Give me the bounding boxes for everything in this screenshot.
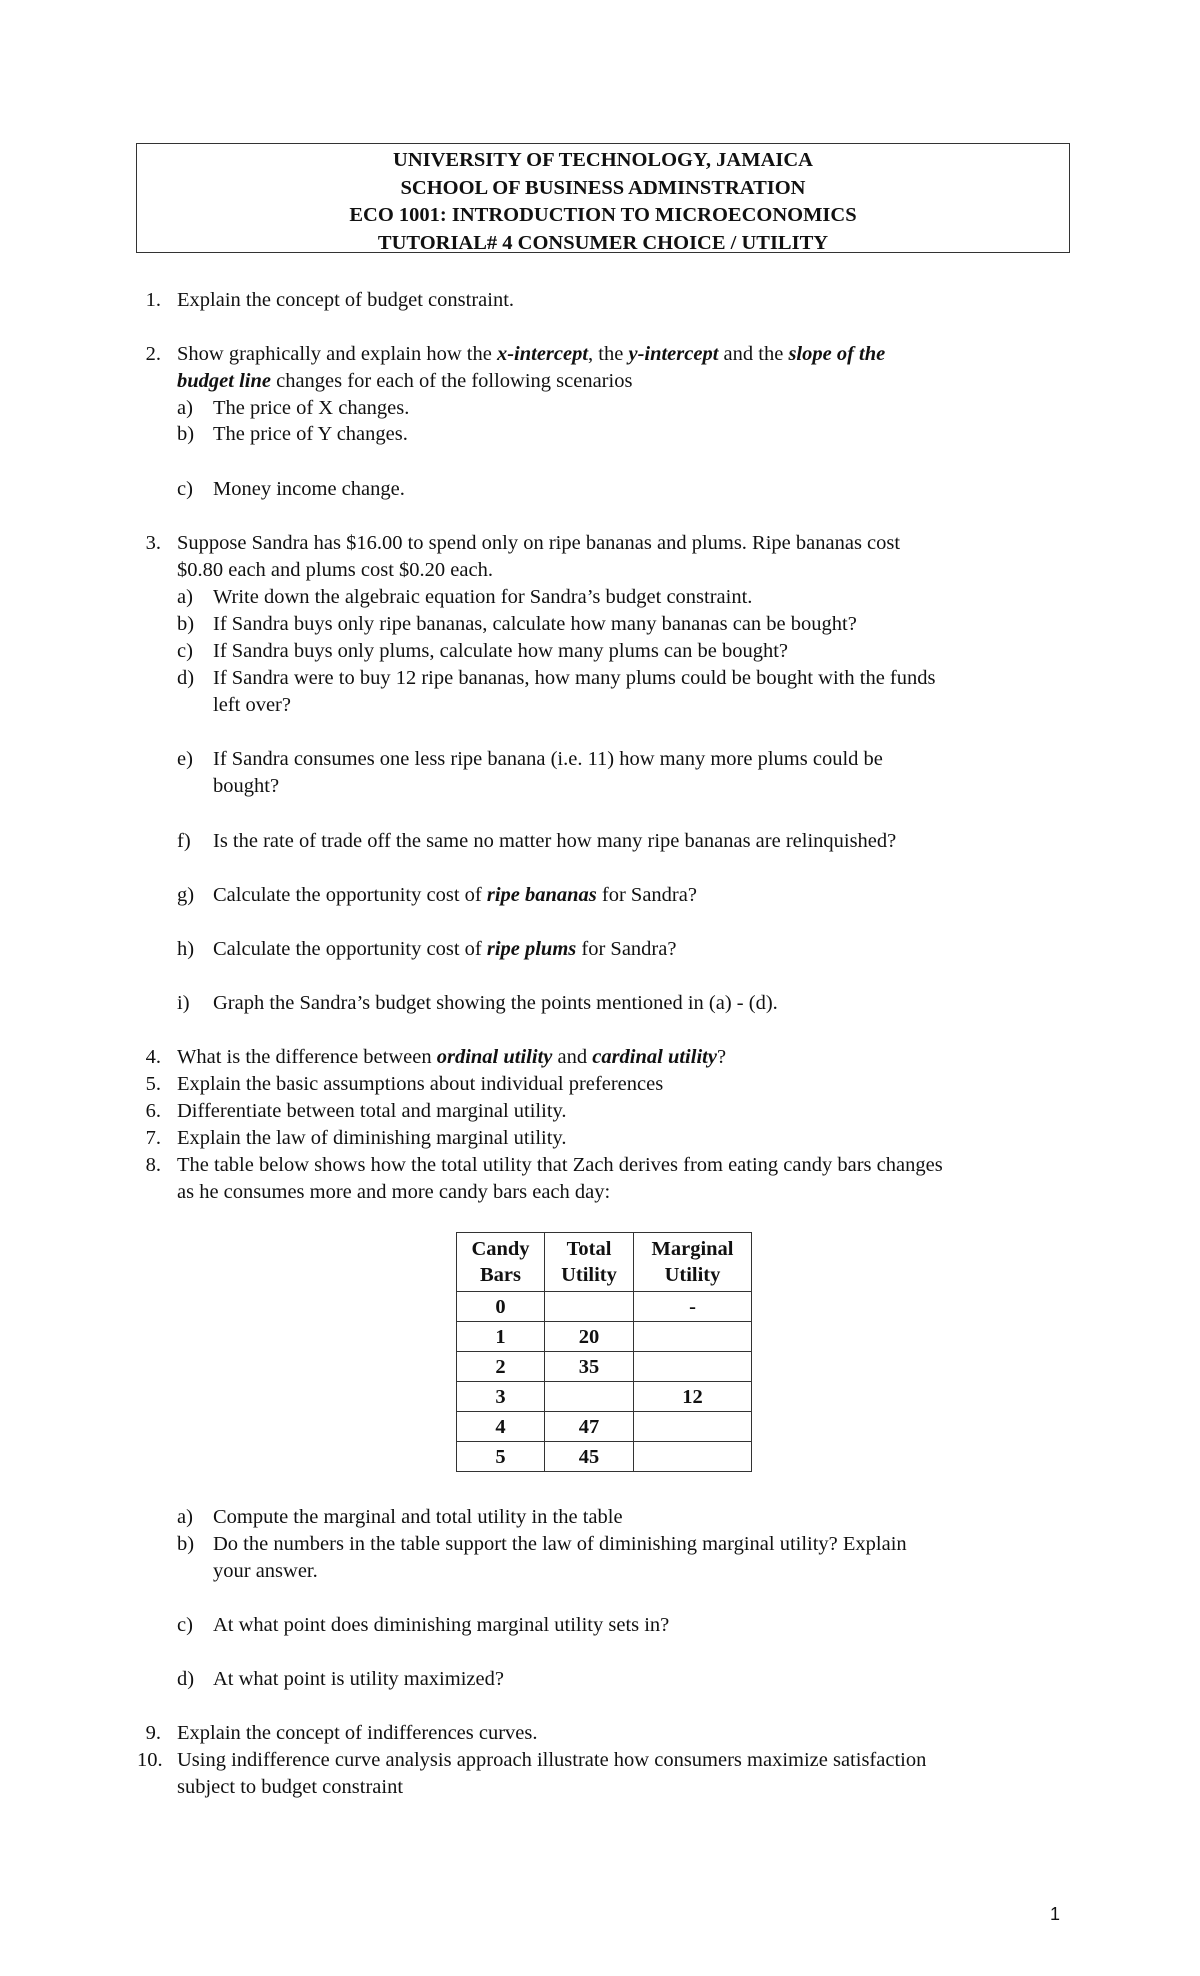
question-3-line-2: $0.80 each and plums cost $0.20 each. — [177, 559, 493, 581]
sub-label: a) — [177, 397, 193, 419]
question-2-line-1 — [177, 341, 885, 367]
table-cell: 3 — [457, 1382, 545, 1412]
sub-label: f) — [177, 830, 191, 852]
question-1-text: Explain the concept of budget constraint. — [177, 289, 515, 311]
text-run: , the — [588, 343, 629, 365]
table-cell: 12 — [634, 1382, 752, 1412]
question-9-text: Explain the concept of indifferences curves. — [177, 1722, 538, 1744]
header-line: Candy — [471, 1238, 530, 1260]
sub-label: c) — [177, 1614, 193, 1636]
table-row — [457, 1412, 752, 1442]
header-cell — [634, 1233, 752, 1292]
question-3g-text — [213, 882, 697, 908]
table-cell — [634, 1412, 752, 1442]
question-8b-line-2: your answer. — [213, 1560, 318, 1582]
header-line: Bars — [480, 1264, 521, 1286]
emphasis-cardinal-utility: cardinal utility — [592, 1046, 717, 1068]
table-cell: 20 — [545, 1322, 634, 1352]
question-3e-line-1: If Sandra consumes one less ripe banana (i.e. 11) how many more plums could be — [213, 748, 883, 770]
page-number: 1 — [1050, 1904, 1061, 1924]
sub-label: d) — [177, 1668, 195, 1690]
text-run: for Sandra? — [596, 884, 697, 906]
table-row — [457, 1322, 752, 1352]
question-7-text: Explain the law of diminishing marginal utility. — [177, 1127, 567, 1149]
text-run: Calculate the opportunity cost of — [213, 938, 487, 960]
header-line: Marginal — [651, 1238, 734, 1260]
question-3c-text: If Sandra buys only plums, calculate how many plums can be bought? — [213, 640, 789, 662]
header-line: Utility — [664, 1264, 721, 1286]
question-number: 2. — [145, 343, 161, 365]
table-cell — [634, 1352, 752, 1382]
table-cell: 2 — [457, 1352, 545, 1382]
university-name: UNIVERSITY OF TECHNOLOGY, JAMAICA — [393, 149, 813, 171]
table-cell — [634, 1442, 752, 1472]
question-3d-line-2: left over? — [213, 694, 291, 716]
sub-label: a) — [177, 1506, 193, 1528]
text-run: and — [552, 1046, 593, 1068]
text-run: changes for each of the following scenarios — [270, 370, 633, 392]
question-3b-text: If Sandra buys only ripe bananas, calculate how many bananas can be bought? — [213, 613, 857, 635]
question-3a-text: Write down the algebraic equation for Sandra’s budget constraint. — [213, 586, 753, 608]
text-run: ? — [716, 1046, 727, 1068]
text-run: What is the difference between — [177, 1046, 437, 1068]
sub-label: e) — [177, 748, 193, 770]
emphasis-ripe-plums: ripe plums — [486, 938, 577, 960]
question-2b-text: The price of Y changes. — [213, 423, 408, 445]
title-box — [136, 143, 1070, 253]
sub-label: c) — [177, 478, 193, 500]
question-number: 1. — [145, 289, 161, 311]
table-row — [457, 1352, 752, 1382]
header-cell — [545, 1233, 634, 1292]
emphasis-x-intercept: x-intercept — [496, 343, 589, 365]
table-cell: - — [634, 1292, 752, 1322]
table-row — [457, 1442, 752, 1472]
question-2-line-2 — [177, 368, 632, 394]
question-8-line-1: The table below shows how the total utility that Zach derives from eating candy bars changes — [177, 1154, 943, 1176]
table-row — [457, 1382, 752, 1412]
sub-label: i) — [177, 992, 190, 1014]
sub-label: g) — [177, 884, 195, 906]
question-8a-text: Compute the marginal and total utility in the table — [213, 1506, 623, 1528]
header-cell — [457, 1233, 545, 1292]
text-run: and the — [718, 343, 789, 365]
table-cell — [545, 1382, 634, 1412]
question-8-line-2: as he consumes more and more candy bars each day: — [177, 1181, 611, 1203]
question-5-text: Explain the basic assumptions about individual preferences — [177, 1073, 664, 1095]
question-3e-line-2: bought? — [213, 775, 280, 797]
table-header-row — [457, 1233, 752, 1292]
question-3d-line-1: If Sandra were to buy 12 ripe bananas, how many plums could be bought with the funds — [213, 667, 936, 689]
text-run: Show graphically and explain how the — [177, 343, 497, 365]
header-line: Utility — [561, 1264, 617, 1286]
sub-label: b) — [177, 613, 195, 635]
question-6-text: Differentiate between total and marginal utility. — [177, 1100, 567, 1122]
table-cell: 47 — [545, 1412, 634, 1442]
sub-label: h) — [177, 938, 195, 960]
header-line: Total — [566, 1238, 612, 1260]
question-4-text — [177, 1044, 726, 1070]
question-10-line-2: subject to budget constraint — [177, 1776, 404, 1798]
sub-label: b) — [177, 423, 195, 445]
question-2a-text: The price of X changes. — [213, 397, 410, 419]
table-cell: 4 — [457, 1412, 545, 1442]
emphasis-ordinal-utility: ordinal utility — [436, 1046, 553, 1068]
emphasis-y-intercept: y-intercept — [628, 343, 719, 365]
question-3i-text: Graph the Sandra’s budget showing the points mentioned in (a) - (d). — [213, 992, 778, 1014]
question-3f-text: Is the rate of trade off the same no matter how many ripe bananas are relinquished? — [213, 830, 897, 852]
tutorial-title: TUTORIAL# 4 CONSUMER CHOICE / UTILITY — [377, 231, 829, 254]
question-2c-text: Money income change. — [213, 478, 405, 500]
text-run: for Sandra? — [576, 938, 677, 960]
question-10-line-1: Using indifference curve analysis approach illustrate how consumers maximize satisfaction — [177, 1749, 927, 1771]
table-cell: 35 — [545, 1352, 634, 1382]
table-row — [457, 1292, 752, 1322]
emphasis-ripe-bananas: ripe bananas — [486, 884, 597, 906]
course-title: ECO 1001: INTRODUCTION TO MICROECONOMICS — [349, 204, 857, 226]
question-8c-text: At what point does diminishing marginal utility sets in? — [213, 1614, 670, 1636]
question-number: 5. — [145, 1073, 161, 1095]
sub-label: b) — [177, 1533, 195, 1555]
table-cell: 0 — [457, 1292, 545, 1322]
question-3-line-1: Suppose Sandra has $16.00 to spend only on ripe bananas and plums. Ripe bananas cost — [177, 532, 901, 554]
emphasis-budget-line: budget line — [177, 370, 271, 392]
sub-label: d) — [177, 667, 195, 689]
school-name: SCHOOL OF BUSINESS ADMINSTRATION — [400, 176, 806, 199]
question-3h-text — [213, 936, 676, 962]
question-number: 6. — [145, 1100, 161, 1122]
question-number: 9. — [145, 1722, 161, 1744]
emphasis-slope: slope of the — [788, 343, 886, 365]
question-8b-line-1: Do the numbers in the table support the law of diminishing marginal utility? Explain — [213, 1533, 907, 1555]
utility-table — [456, 1232, 752, 1472]
question-number: 10. — [137, 1749, 163, 1771]
table-cell: 5 — [457, 1442, 545, 1472]
table-cell: 45 — [545, 1442, 634, 1472]
table-cell — [634, 1322, 752, 1352]
sub-label: c) — [177, 640, 193, 662]
question-number: 4. — [145, 1046, 161, 1068]
question-number: 8. — [145, 1154, 161, 1176]
question-8d-text: At what point is utility maximized? — [213, 1668, 504, 1690]
sub-label: a) — [177, 586, 193, 608]
question-number: 3. — [145, 532, 161, 554]
question-number: 7. — [145, 1127, 161, 1149]
table-cell — [545, 1292, 634, 1322]
table-cell: 1 — [457, 1322, 545, 1352]
text-run: Calculate the opportunity cost of — [213, 884, 487, 906]
